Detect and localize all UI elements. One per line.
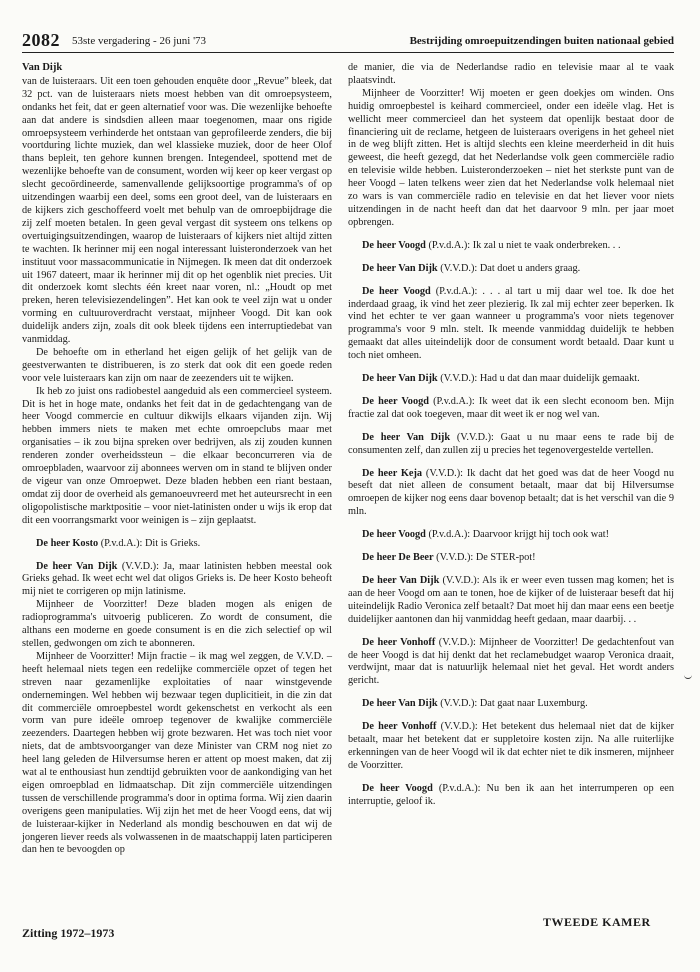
interruption-text: (P.v.d.A.): Ik weet dat ik een slecht econoom ben. Mijn fractie zal dat ook toegeven, maar dit weet ik er nog wel van. <box>348 395 674 420</box>
interruption <box>22 538 332 551</box>
interruption <box>348 396 674 422</box>
paragraph: Mijnheer de Voorzitter! Wij moeten er geen doekjes om winden. Ons huidig omroepbestel is keihard commercieel, onder een ideële vlag. Het is wellicht meer commercieel dan het systeem dat openlijk bestaat door de financiering uit de reclame, hetgeen de luisteraars overigens in het geheel niet in de weg blijft zitten. Het is altijd slechts een kleine meerderheid in dit huis geweest, die heeft gezegd, dat het Nederlandse volk geen commerciële radio en televisie wilde hebben. Luisteronderzoeken – niet het sterkste punt van de heer Voogd – laten telkens weer zien dat het Nederlandse volk helemaal niet zo wars is van commerciële radio en televisie en dat het liever voor niets uitzendingen in de nacht heeft dan dat het daarvoor 9 mln. per jaar moet opbrengen. <box>348 87 674 228</box>
speaker-name: De heer Vonhoff <box>362 721 437 733</box>
header-rule <box>22 52 674 53</box>
paragraph: van de luisteraars. Uit een toen gehouden enquête door „Revue” bleek, dat 32 pct. van de luisteraars niets moest hebben van dit omroepsysteem, ondanks het feit, dat er geen alternatief voor was. Die wezenlijke behoefte aan dat andere is sindsdien alleen maar toegenomen, maar ons rigide omroepsysteem verhinderde het ontstaan van geprofileerde zenders, die bij voortduring lichte muziek, dan wel klassieke muziek, door de heer Olof thans bepleit, ten gehore kunnen brengen. Integendeel, spottend met de wezenlijke behoefte van de consument, worden wij keer op keer vergast op slecht gecoördineerde, samenvallende gelijksoortige programma's of op uitzendingen waarbij een deel, soms een groot deel, van de luisteraars en de kijkers zich geschoffeerd voelt met behulp van de omroepbijdrage die zij zelf moeten betalen. In geen geval vergast dit systeem ons telkens op overtuigingsuitzendingen, waarop de luisteraars of kijkers niet altijd zitten te wachten. Ik herinner mij een nogal interessant luisteronderzoek van het instituut voor massacommunicatie in Nijmegen. Ik meen dat dit onderzoek uit 1967 dateert, maar ik herinner mij dit op het ogenblik niet precies. Uit dit onderzoek komt slechts één kreet naar voren, nl.: „Houdt op met preken, heren televisiezendelingen”. Het kan ook te veel zijn wat u onder vorming en cultuuroverdracht verstaat, mijnheer Voogd. Dit kan ook duidelijk anders zijn, zoals dit ook bleek tijdens een interruptiedebat van vanmiddag. <box>22 75 332 346</box>
interruption <box>348 432 674 458</box>
interruption <box>348 721 674 773</box>
interruption <box>348 529 674 542</box>
interruption-text: (P.v.d.A.): Nu ben ik aan het interrumperen op een interruptie, geloof ik. <box>348 782 674 807</box>
interruption <box>348 552 674 565</box>
speaker-name: De heer Van Dijk <box>362 373 438 385</box>
interruption-text: (V.V.D.): Dat gaat naar Luxemburg. <box>437 698 588 710</box>
interruption <box>22 561 332 600</box>
right-column <box>348 62 674 809</box>
meeting-date: 53ste vergadering - 26 juni '73 <box>72 35 207 47</box>
speaker-name: De heer Van Dijk <box>362 575 440 586</box>
speaker-name: De heer Voogd <box>362 529 426 541</box>
interruption <box>348 468 674 520</box>
left-column <box>22 62 332 857</box>
interruption <box>348 263 674 276</box>
footer-chamber: TWEEDE KAMER <box>543 915 651 929</box>
margin-mark <box>684 674 692 679</box>
speaker-name: De heer De Beer <box>362 552 434 564</box>
interruption-text: (P.v.d.A.): Dit is Grieks. <box>98 537 201 549</box>
speaker-heading: Van Dijk <box>22 62 63 73</box>
speaker-name: De heer Voogd <box>362 395 429 407</box>
speaker-name: De heer Van Dijk <box>362 431 451 443</box>
footer-session: Zitting 1972–1973 <box>22 926 115 940</box>
interruption <box>348 783 674 809</box>
interruption <box>348 637 674 689</box>
interruption <box>348 698 674 711</box>
page-number: 2082 <box>22 30 60 50</box>
interruption <box>348 373 674 386</box>
speaker-name: De heer Vonhoff <box>362 636 436 648</box>
interruption-text: (V.V.D.): Ik dacht dat het goed was dat de heer Voogd nu beseft dat niet alleen de consument betaalt, maar dat bij Hilversumse omroepen de kijker nog eens daar bovenop betaalt; dat is het verschil van die 9 mln. <box>348 467 674 518</box>
interruption-text: (V.V.D.): Ja, maar latinisten hebben meestal ook Grieks gehad. Ik weet echt wel dat oligos Grieks is. De heer Kosto beheoft mij niet te corrigeren op mijn latinisme. <box>22 560 332 598</box>
interruption-text: (P.v.d.A.): Ik zal u niet te vaak onderbreken. . . <box>425 239 621 251</box>
interruption-text: (V.V.D.): Dat doet u anders graag. <box>437 262 581 274</box>
interruption-text: (V.V.D.): Had u dat dan maar duidelijk gemaakt. <box>437 373 640 385</box>
speaker-name: De heer Van Dijk <box>36 560 118 572</box>
speaker-name: De heer Keja <box>362 467 423 479</box>
speaker-name: De heer Kosto <box>36 537 99 549</box>
paragraph: Ik heb zo juist ons radiobestel aangeduid als een commercieel systeem. Dit is het in hoge mate, ondanks het feit dat in de gedachtengang van de heer Voogd commercie en cultuur dikwijls elkaars vijanden zijn. Wij hebben immers niets te maken met echte omroepclubs maar met organisaties – ik zou bijna spreken over bedrijven, als zij zouden kunnen renderen zonder overheidssteun – die elkaar beconcurreren via de omroepbladen, waarvoor zij abonnees werven om in stand te blijven onder de vigeur van onze Omroepwet. Deze bladen hebben een riant bestaan, omdat zij door de overheid als gemanoeuvreerd met het auteursrecht in een oligopolistische marktpositie – voor niet-latinisten onder u wijs ik erop dat dit een voorrangsmarkt voor weinigen is – zijn geplaatst. <box>22 385 332 526</box>
interruption-text: (P.v.d.A.): Daarvoor krijgt hij toch ook wat! <box>425 529 610 541</box>
interruption-text: (V.V.D.): Gaat u nu maar eens te rade bij de consumenten zelf, dan zullen zij u precies het tegenovergestelde vertellen. <box>348 431 674 456</box>
speaker-name: De heer Voogd <box>362 239 426 251</box>
paragraph: De behoefte om in etherland het eigen gelijk of het gelijk van de geestverwanten te distribueren, is zo sterk dat ook dit een goede reden voor vele luisteraars kan zijn om naar de zeezenders uit te wijken. <box>22 346 332 384</box>
paragraph: de manier, die via de Nederlandse radio en televisie maar al te vaak plaatsvindt. <box>348 62 674 86</box>
interruption-text: (V.V.D.): Als ik er weer even tussen mag komen; het is aan de heer Voogd om aan te tonen, hoe de kijker of de luisteraar beseft dat hij uiteindelijk Radio Veronica zelf betaalt? Dat moet hij dan maar eens een beetje duidelijker aantonen dan hij vanmiddag heeft gedaan, maar daarbij. . . <box>348 575 674 625</box>
interruption-text: (P.v.d.A.): . . . al tart u mij daar wel toe. Ik doe het inderdaad graag, ik vind het zeer plezierig. Ik zal mij echter zeer beperken. Ik vind het echter te ver gaan wanneer u programma's voor niets tegenover programma's voor 9 mln. stelt. Ik meende vanmiddag duidelijk te hebben gemaakt dat alles uiteindelijk door de consument wordt betaald. Daar kunt u toch niet omheen. <box>348 285 674 362</box>
page-header <box>22 30 674 52</box>
interruption <box>348 240 674 253</box>
interruption <box>348 575 674 627</box>
paragraph: Mijnheer de Voorzitter! Mijn fractie – ik mag wel zeggen, de V.V.D. – heeft helemaal niets tegen een redelijke commerciële opzet of tegen het streven naar gezamenlijke exploitaties of naar winstgevende ondernemingen. Wel hebben wij bezwaar tegen duplicitieit, in die zin dat dit commerciële omroepbestel wordt gekenschetst en verkocht als een vorm van pure ideële omroep tegenover de kwalijke commerciële zeezenders. Daartegen hebben wij grote bezwaren. Het was toch niet voor niets, dat de ambtsvoorganger van deze Minister van CRM nog niet zo heel lang geleden de Hilversumse heren er attent op moest maken, dat zij wat al te enthousiast hun zendtijd gebruikten voor de aankondiging van het eigen omroepblad en lidmaatschap. Dit zijn commerciële uitzendingen tussen de verschillende programma's door in optima forma. Wij zien daarin overigens geen manipulaties. Wij zijn het met de heer Voogd eens, dat wij de luisteraar-kijker in Nederland als mondig beschouwen en dat wij de jongeren liever reeds als volwassenen in de maatschappij laten participeren dan hen te bevoogden op <box>22 650 332 856</box>
speaker-name: De heer Voogd <box>362 782 433 794</box>
interruption-text: (V.V.D.): Het betekent dus helemaal niet dat de kijker betaalt, maar het betekent dat er suppletoire kosten zijn. Na alle ruiterlijke erkenningen van de heer Voogd wil ik dat echter niet te dik insmeren, mijnheer de Voorzitter. <box>348 721 674 771</box>
interruption <box>348 286 674 363</box>
speaker-name: De heer Voogd <box>362 285 431 297</box>
running-title: Bestrijding omroepuitzendingen buiten nationaal gebied <box>409 35 674 47</box>
interruption-text: (V.V.D.): De STER-pot! <box>433 552 536 564</box>
speaker-name: De heer Van Dijk <box>362 262 438 274</box>
paragraph: Mijnheer de Voorzitter! Deze bladen mogen als enigen de radioprogramma's uitvoerig publiceren. Zo wordt de consument, die althans een moderne en goede consument is en die zich selectief op wil stellen, gedwongen om zich te abonneren. <box>22 599 332 649</box>
speaker-name: De heer Van Dijk <box>362 698 438 710</box>
interruption-text: (V.V.D.): Mijnheer de Voorzitter! De gedachtenfout van de heer Voogd is dat hij denkt dat het reclamebudget waarop Veronica draait, verdwijnt, maar dat is natuurlijk helemaal niet het geval. Het wordt anders gericht. <box>348 636 674 687</box>
